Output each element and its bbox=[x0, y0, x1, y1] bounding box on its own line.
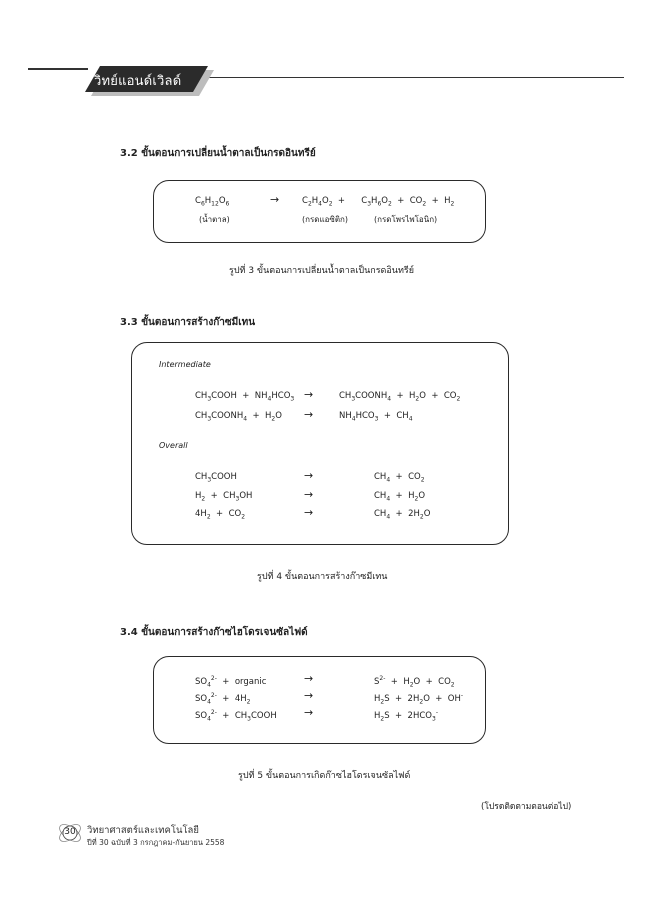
overall-label: Overall bbox=[159, 441, 188, 450]
figure-caption-4: รูปที่ 4 ขั้นตอนการสร้างก๊าซมีเทน bbox=[257, 572, 388, 582]
equation-ov-1-left: $CH_3COOH$ bbox=[195, 472, 237, 484]
equation-int-2-left: $CH_3COONH_4 + H_2O$ bbox=[195, 411, 282, 423]
equation-ov-1-right: $CH_4 + CO_2$ bbox=[374, 472, 425, 484]
label-sugar: (น้ำตาล) bbox=[199, 215, 230, 224]
section-heading-3-2: 3.2 ขั้นตอนการเปลี่ยนน้ำตาลเป็นกรดอินทรีย์ bbox=[120, 148, 316, 159]
reaction-arrow: → bbox=[304, 408, 314, 421]
figure-caption-5: รูปที่ 5 ขั้นตอนการเกิดก๊าซไฮโดรเจนซัลไฟด์ bbox=[238, 771, 411, 781]
section-heading-3-4: 3.4 ขั้นตอนการสร้างก๊าซไฮโดรเจนซัลไฟด์ bbox=[120, 627, 308, 638]
section-title: วิทย์แอนด์เวิลด์ bbox=[94, 74, 182, 89]
equation-s-2-left: $SO_4^{2-} + 4H_2$ bbox=[195, 692, 251, 706]
reaction-arrow: → bbox=[304, 706, 314, 719]
equation-ov-3-right: $CH_4 + 2H_2O$ bbox=[374, 509, 431, 521]
reaction-arrow: → bbox=[304, 488, 314, 501]
reaction-arrow: → bbox=[304, 469, 314, 482]
equation-glucose: $C_6H_{12}O_6$ bbox=[195, 196, 230, 208]
page-number: 30 bbox=[64, 827, 76, 837]
reaction-arrow: → bbox=[304, 506, 314, 519]
equation-ov-2-right: $CH_4 + H_2O$ bbox=[374, 491, 426, 503]
equation-s-1-right: $S^{2-} + H_2O + CO_2$ bbox=[374, 675, 455, 689]
equation-int-1-right: $CH_3COONH_4 + H_2O + CO_2$ bbox=[339, 391, 461, 403]
section-heading-3-3: 3.3 ขั้นตอนการสร้างก๊าซมีเทน bbox=[120, 317, 256, 328]
intermediate-label: Intermediate bbox=[159, 360, 211, 369]
header-rule-left bbox=[28, 68, 88, 70]
equation-s-3-left: $SO_4^{2-}$ + $CH_3COOH$ bbox=[195, 709, 277, 723]
label-acetic: (กรดแอซิติก) bbox=[302, 215, 349, 224]
reaction-box-3-2 bbox=[153, 180, 486, 243]
reaction-arrow: → bbox=[270, 193, 280, 206]
label-propionic: (กรดโพรไพโอนิก) bbox=[374, 215, 438, 224]
equation-int-1-left: $CH_3COOH + NH_4HCO_3$ bbox=[195, 391, 295, 403]
figure-caption-3: รูปที่ 3 ขั้นตอนการเปลี่ยนน้ำตาลเป็นกรดอินทรีย์ bbox=[229, 266, 414, 276]
reaction-arrow: → bbox=[304, 672, 314, 685]
equation-s-2-right: $H_2S + 2H_2O + OH^-$ bbox=[374, 692, 464, 706]
reaction-arrow: → bbox=[304, 689, 314, 702]
equation-products-3-2: $C_2H_4O_2$ + $C_3H_6O_2 + CO_2 + H_2$ bbox=[302, 196, 455, 208]
equation-s-1-left: $SO_4^{2-}$ + organic bbox=[195, 675, 267, 689]
header-rule-right bbox=[200, 77, 624, 78]
equation-s-3-right: $H_2S + 2HCO_3^-$ bbox=[374, 709, 438, 723]
continued-note: (โปรดติดตามตอนต่อไป) bbox=[481, 802, 572, 812]
equation-int-2-right: $NH_4HCO_3 + CH_4$ bbox=[339, 411, 413, 423]
equation-ov-2-left: $H_2 + CH_3OH$ bbox=[195, 491, 253, 503]
reaction-arrow: → bbox=[304, 388, 314, 401]
issue-info: ปีที่ 30 ฉบับที่ 3 กรกฎาคม-กันยายน 2558 bbox=[87, 838, 225, 847]
equation-ov-3-left: $4H_2 + CO_2$ bbox=[195, 509, 246, 521]
magazine-name: วิทยาศาสตร์และเทคโนโลยี bbox=[87, 825, 199, 836]
